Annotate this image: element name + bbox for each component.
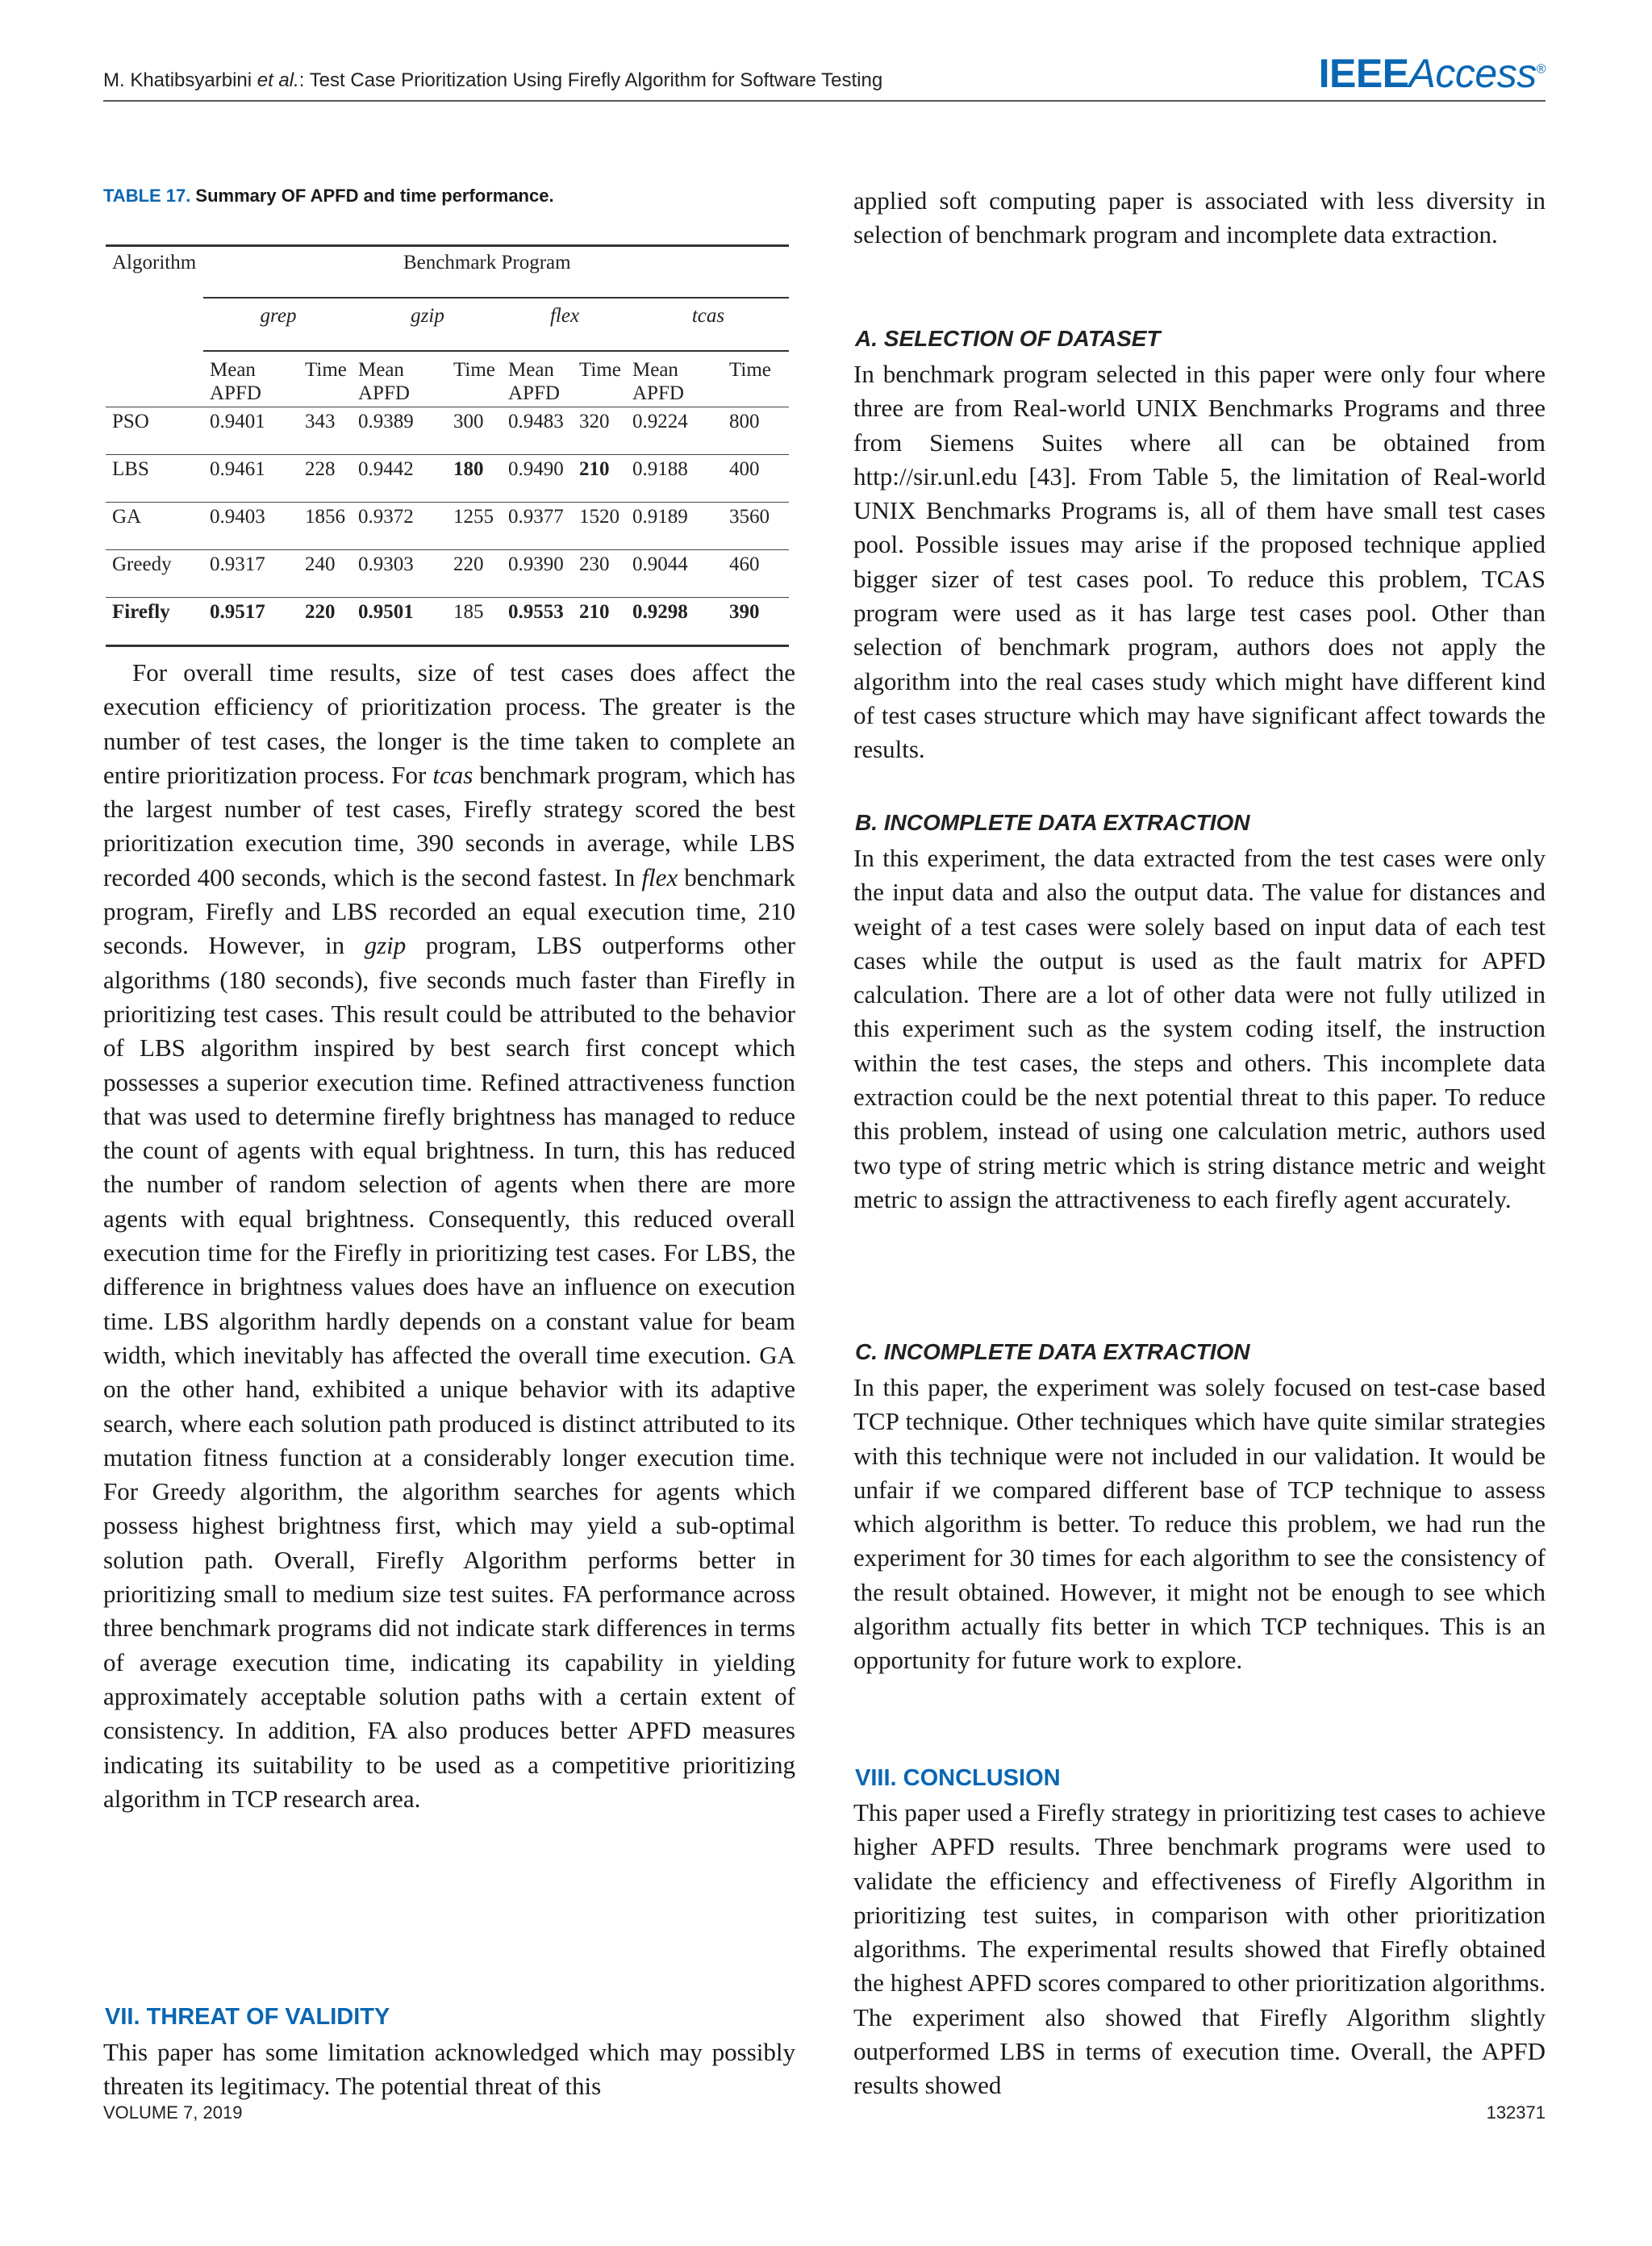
- cell: 0.9517: [210, 601, 265, 623]
- running-header: [103, 69, 882, 92]
- row-algorithm: GA: [112, 506, 142, 528]
- journal-logo: [1319, 50, 1546, 97]
- subsection-c-text: In this paper, the experiment was solely focused on test-case based TCP technique. Other techniques which have quite similar strategies with this technique were not included in our validation. It would be unfair if we compared different base of TCP technique to assess which algorithm is better. To reduce this problem, we had run the experiment for 30 times for each algorithm to see the consistency of the result obtained. However, it might not be enough to see which algorithm actually fits better in which TCP techniques. This is an opportunity for future work to explore.: [853, 1373, 1546, 1675]
- header-etal: et al.: [257, 69, 299, 91]
- subheader-row: [106, 351, 789, 407]
- cell: 0.9372: [358, 506, 414, 528]
- footer-page-number: 132371: [1486, 2102, 1546, 2123]
- header-author: M. Khatibsyarbini: [103, 69, 252, 91]
- table-caption: [103, 186, 554, 207]
- bench-gzip: gzip: [352, 298, 502, 351]
- row-algorithm: Firefly: [112, 601, 170, 623]
- summary-table: [106, 244, 789, 647]
- cell: 0.9189: [632, 506, 688, 528]
- cell: 210: [579, 601, 610, 623]
- cell: 300: [453, 411, 484, 432]
- section-conclusion-heading: VIII. CONCLUSION: [855, 1765, 1061, 1791]
- cell: 180: [453, 458, 484, 480]
- cell: 0.9490: [508, 458, 564, 480]
- paragraph-time-results: For overall time results, size of test cases does affect the execution efficiency of prioritization process. The greater is the number of test cases, the longer is the time taken to complete an entire prioritization process. For tcas benchmark program, which has the largest number of test cases, Firefly strategy scored the best prioritization execution time, 390 seconds in average, while LBS recorded 400 seconds, which is the second fastest. In flex benchmark program, Firefly and LBS recorded an equal execution time, 210 seconds. However, in gzip program, LBS outperforms other algorithms (180 seconds), five seconds much faster than Firefly in prioritizing test cases. This result could be attributed to the behavior of LBS algorithm inspired by best search first concept which possesses a superior execution time. Refined attractiveness function that was used to determine firefly brightness has managed to reduce the count of agents with equal brightness. In turn, this has reduced the number of random selection of agents when there are more agents with equal brightness. Consequently, this reduced overall execution time for the Firefly in prioritizing test cases. For LBS, the difference in brightness values does have an influence on execution time. LBS algorithm hardly depends on a constant value for beam width, which inevitably has affected the overall time execution. GA on the other hand, exhibited a unique behavior with its adaptive search, where each solution path produced is distinct attributed to its mutation fitness function at a considerably longer execution time. For Greedy algorithm, the algorithm searches for agents which possess highest brightness first, which may yield a sub-optimal solution path. Overall, Firefly Algorithm performs better in prioritizing small to medium size test suites. FA performance across three benchmark programs did not indicate stark differences in terms of average execution time, indicating its capability in yielding approximately acceptable solution paths with a certain extent of consistency. In addition, FA also produces better APFD measures indicating its suitability to be used as a competitive prioritizing algorithm in TCP research area.: [103, 658, 795, 1813]
- cell: 240: [305, 553, 336, 575]
- time-header: Time: [447, 351, 502, 407]
- cell: 230: [579, 553, 610, 575]
- table-row: [106, 550, 789, 598]
- cell: 460: [729, 553, 760, 575]
- row-algorithm: PSO: [112, 411, 149, 432]
- table-row: [106, 503, 789, 550]
- cell: 0.9553: [508, 601, 564, 623]
- cell: 1856: [305, 506, 345, 528]
- cell: 0.9461: [210, 458, 265, 480]
- cell: 0.9389: [358, 411, 414, 432]
- section-conclusion-text: This paper used a Firefly strategy in prioritizing test cases to achieve higher APFD results. Three benchmark programs were used to validate the efficiency and effectiveness of Firefly Algorithm in prioritizing test suites, in comparison with other prioritization algorithms. The experimental results showed that Firefly obtained the highest APFD scores compared to other prioritization algorithms. The experiment also showed that Firefly Algorithm slightly outperformed LBS in terms of execution time. Overall, the APFD results showed: [853, 1798, 1546, 2100]
- cell: 228: [305, 458, 336, 480]
- cell: 1520: [579, 506, 620, 528]
- cell: 0.9317: [210, 553, 265, 575]
- cell: 220: [453, 553, 484, 575]
- cell: 185: [453, 601, 484, 623]
- logo-access: Access: [1408, 51, 1537, 96]
- time-header: Time: [298, 351, 352, 407]
- header-title: : Test Case Prioritization Using Firefly Algorithm for Software Testing: [298, 69, 883, 91]
- subsection-c-heading: C. INCOMPLETE DATA EXTRACTION: [855, 1339, 1250, 1364]
- cell: 0.9483: [508, 411, 564, 432]
- cell: 0.9044: [632, 553, 688, 575]
- benchmark-header: Benchmark Program: [403, 252, 571, 273]
- header-rule: [103, 100, 1546, 102]
- subsection-a-heading: A. SELECTION OF DATASET: [855, 326, 1161, 351]
- cell: 0.9501: [358, 601, 414, 623]
- row-algorithm: Greedy: [112, 553, 172, 575]
- row-algorithm: LBS: [112, 458, 149, 480]
- table-label: TABLE 17.: [103, 186, 191, 206]
- subsection-b-heading: B. INCOMPLETE DATA EXTRACTION: [855, 810, 1250, 835]
- cell: 0.9403: [210, 506, 265, 528]
- time-header: Time: [573, 351, 626, 407]
- table-header-row: [106, 246, 789, 298]
- cell: 0.9401: [210, 411, 265, 432]
- bench-grep: grep: [203, 298, 352, 351]
- right-continuation-text: applied soft computing paper is associated with less diversity in selection of benchmark program and incomplete data extraction.: [853, 186, 1546, 249]
- table-row: [106, 598, 789, 646]
- cell: 390: [729, 601, 760, 623]
- cell: 1255: [453, 506, 494, 528]
- table-row: [106, 407, 789, 455]
- cell: 0.9442: [358, 458, 414, 480]
- mean-apfd-header: Mean APFD: [502, 351, 573, 407]
- cell: 400: [729, 458, 760, 480]
- bench-flex: flex: [502, 298, 626, 351]
- cell: 0.9298: [632, 601, 688, 623]
- logo-registered-mark: ®: [1536, 62, 1546, 77]
- section-threat-of-validity-heading: VII. THREAT OF VALIDITY: [105, 2004, 390, 2030]
- cell: 0.9224: [632, 411, 688, 432]
- cell: 220: [305, 601, 336, 623]
- cell: 210: [579, 458, 610, 480]
- algorithm-header: Algorithm: [112, 252, 197, 273]
- table-caption-text: Summary OF APFD and time performance.: [195, 186, 554, 206]
- subsection-b-text: In this experiment, the data extracted from the test cases were only the input data and also the output data. The value for distances and weight of a test cases were solely based on input data of each test cases while the output is used as the fault matrix for APFD calculation. There are a lot of other data were not fully utilized in this experiment such as the system coding itself, the instruction within the test cases, the steps and others. This incomplete data extraction could be the next potential threat to this paper. To reduce this problem, instead of using one calculation metric, authors used two type of string metric which is string distance metric and weight metric to assign the attractiveness to each firefly agent accurately.: [853, 844, 1546, 1213]
- subsection-a-text: In benchmark program selected in this paper were only four where three are from Real-world UNIX Benchmarks Programs and three from Siemens Suites where all can be obtained from http://sir.unl.edu [43]. From Table 5, the limitation of Real-world UNIX Benchmarks Programs is, all of them have small test cases pool. Possible issues may arise if the proposed technique applied bigger sizer of test cases pool. To reduce this problem, TCAS program were used as it has large test cases pool. Other than selection of benchmark program, authors does not apply the algorithm into the real cases study which might have different kind of test cases structure which may have significant affect towards the results.: [853, 360, 1546, 764]
- section-threat-of-validity-text: This paper has some limitation acknowledged which may possibly threaten its legitimacy. The potential threat of this: [103, 2038, 795, 2101]
- table-row: [106, 455, 789, 503]
- benchmark-row: [106, 298, 789, 351]
- cell: 343: [305, 411, 336, 432]
- mean-apfd-header: Mean APFD: [626, 351, 723, 407]
- cell: 320: [579, 411, 610, 432]
- bench-tcas: tcas: [626, 298, 789, 351]
- cell: 3560: [729, 506, 770, 528]
- cell: 800: [729, 411, 760, 432]
- time-header: Time: [723, 351, 789, 407]
- cell: 0.9377: [508, 506, 564, 528]
- left-body-text: [103, 656, 795, 1816]
- cell: 0.9390: [508, 553, 564, 575]
- cell: 0.9303: [358, 553, 414, 575]
- cell: 0.9188: [632, 458, 688, 480]
- mean-apfd-header: Mean APFD: [203, 351, 298, 407]
- logo-ieee: IEEE: [1318, 51, 1409, 96]
- footer-volume: VOLUME 7, 2019: [103, 2102, 243, 2123]
- mean-apfd-header: Mean APFD: [352, 351, 447, 407]
